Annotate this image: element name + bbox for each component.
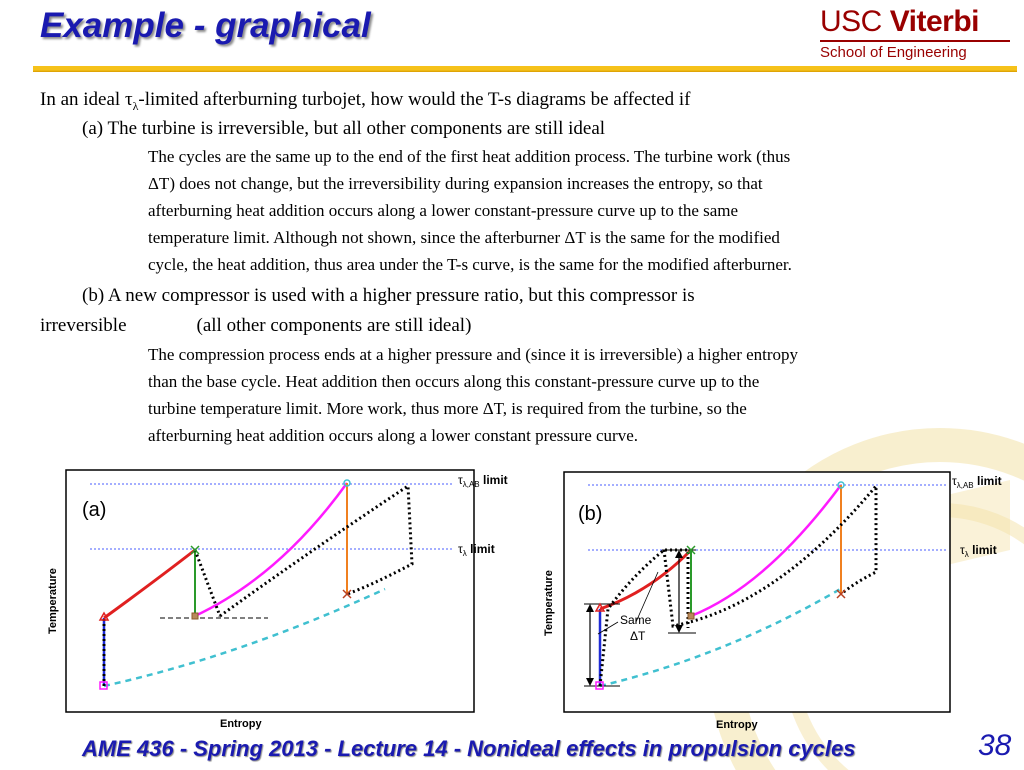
- same-delta-t-label: ΔT: [630, 629, 646, 643]
- slide-title: Example - graphical: [40, 6, 371, 45]
- panel-label: (b): [578, 503, 603, 525]
- state-point: [192, 613, 198, 619]
- answer-a-line: ΔT) does not change, but the irreversibility during expansion increases the entropy, so that: [148, 174, 763, 193]
- slide-footer: AME 436 - Spring 2013 - Lecture 14 - Nonideal effects in propulsion cycles: [82, 736, 856, 761]
- usc-viterbi-logo: [820, 6, 1016, 62]
- part-b-statement: (b) A new compressor is used with a higher pressure ratio, but this compressor is: [82, 285, 695, 306]
- plot-frame: [564, 472, 950, 712]
- logo-viterbi: Viterbi: [889, 5, 979, 38]
- answer-a-line: afterburning heat addition occurs along a lower constant-pressure curve up to the same: [148, 201, 739, 220]
- answer-b-line: than the base cycle. Heat addition then occurs along this constant-pressure curve up to the: [148, 372, 760, 391]
- panel-label: (a): [82, 499, 107, 521]
- y-axis-label: Temperature: [543, 570, 555, 636]
- part-b-statement-cont: irreversible (all other components are still ideal): [40, 315, 472, 336]
- page-number: 38: [978, 729, 1012, 762]
- same-delta-t-label: Same: [620, 613, 652, 627]
- state-point: [688, 613, 694, 619]
- answer-a-line: temperature limit. Although not shown, since the afterburner ΔT is the same for the modified: [148, 228, 780, 247]
- tau-limit-label: $\tau_\lambda$ limit: [960, 543, 997, 559]
- answer-a-line: The cycles are the same up to the end of the first heat addition process. The turbine work (thus: [148, 147, 791, 166]
- tau-ab-limit-label: $\tau_{\lambda,AB}$ limit: [458, 473, 508, 489]
- plot-frame: [66, 470, 474, 712]
- logo-school: School of Engineering: [820, 44, 967, 61]
- answer-b-line: turbine temperature limit. More work, thus more ΔT, is required from the turbine, so the: [148, 399, 747, 418]
- tau-ab-limit-label: $\tau_{\lambda,AB}$ limit: [952, 474, 1002, 490]
- header-rule: [33, 66, 1017, 72]
- x-axis-label: Entropy: [716, 719, 758, 731]
- part-a-statement: (a) The turbine is irreversible, but all other components are still ideal: [82, 118, 606, 139]
- x-axis-label: Entropy: [220, 718, 262, 730]
- tau-limit-label: $\tau_\lambda$ limit: [458, 542, 495, 558]
- answer-a-line: cycle, the heat addition, thus area under the T-s curve, is the same for the modified afterburner.: [148, 255, 792, 274]
- logo-divider: [820, 40, 1010, 42]
- ts-diagram-a: [40, 466, 540, 736]
- intro-question: In an ideal $\tau_\lambda$-limited afterburning turbojet, how would the T-s diagrams be affected if: [40, 89, 691, 113]
- answer-b-line: The compression process ends at a higher pressure and (since it is irreversible) a higher entropy: [148, 345, 799, 364]
- answer-b-line: afterburning heat addition occurs along a lower constant pressure curve.: [148, 426, 638, 445]
- ts-diagram-b: [536, 466, 1024, 736]
- y-axis-label: Temperature: [47, 568, 59, 634]
- logo-usc: USC: [820, 5, 882, 38]
